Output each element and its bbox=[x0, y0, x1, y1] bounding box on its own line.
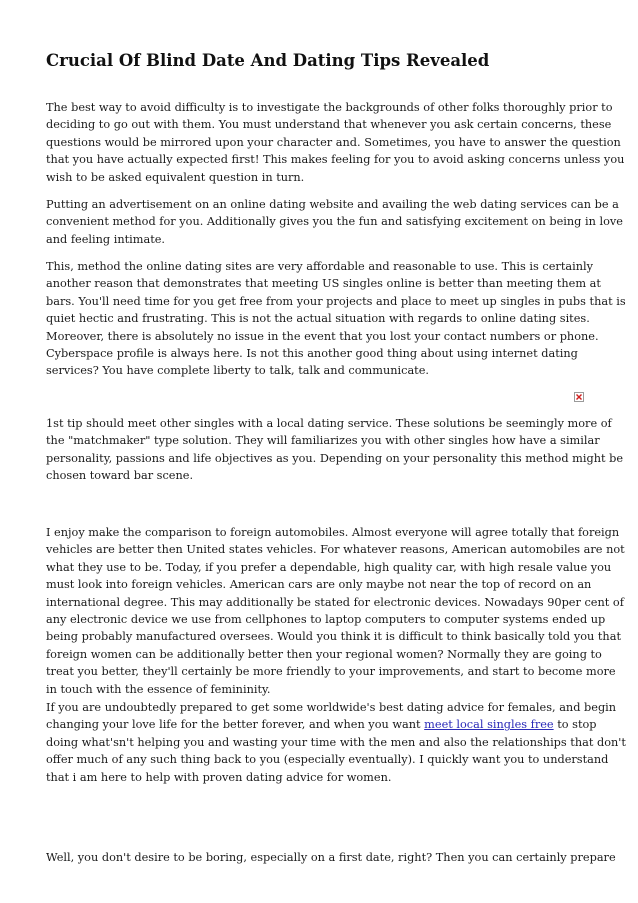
paragraph-3 bbox=[46, 258, 626, 380]
text-line: If you are undoubtedly prepared to get some worldwide's best dating advice for females, and begin bbox=[46, 701, 617, 714]
text-line: must look into foreign vehicles. American cars are only maybe not near the top of record on an bbox=[46, 578, 592, 592]
text-line: Putting an advertisement on an online dating website and availing the web dating services can be a bbox=[46, 198, 619, 211]
paragraph-4 bbox=[46, 415, 624, 485]
text-line: quiet hectic and frustrating. This is not the actual situation with regards to online dating sites. bbox=[46, 312, 590, 326]
text-line: that i am here to help with proven dating advice for women. bbox=[46, 770, 392, 784]
text-line: 1st tip should meet other singles with a local dating service. These solutions be seemingly more of bbox=[46, 417, 612, 430]
text-segment: changing your love life for the better forever, and when you want bbox=[46, 718, 425, 732]
text-line-with-link bbox=[46, 716, 597, 733]
text-line: and feeling intimate. bbox=[46, 232, 166, 246]
text-line: personality, passions and life objectives as you. Depending on your personality this method might be bbox=[46, 451, 624, 465]
text-line: wish to be asked equivalent question in turn. bbox=[46, 170, 305, 184]
paragraph-7 bbox=[46, 849, 616, 866]
text-segment: to stop bbox=[553, 718, 597, 732]
text-line: questions would be mirrored upon your character and. Sometimes, you have to answer the question bbox=[46, 135, 621, 149]
text-line: deciding to go out with them. You must understand that whenever you ask certain concerns, these bbox=[46, 118, 612, 132]
paragraph-6 bbox=[46, 699, 626, 786]
broken-image-icon bbox=[574, 392, 584, 402]
text-line: bars. You'll need time for you get free from your projects and place to meet up singles in pubs that is bbox=[46, 294, 626, 308]
text-line: another reason that demonstrates that meeting US singles online is better than meeting them at bbox=[46, 277, 601, 291]
text-line: that you have actually expected first! This makes feeling for you to avoid asking concerns unless you bbox=[46, 153, 625, 167]
text-line: what they use to be. Today, if you prefer a dependable, high quality car, with high resale value you bbox=[46, 560, 612, 574]
text-line: I enjoy make the comparison to foreign automobiles. Almost everyone will agree totally that foreign bbox=[46, 526, 620, 539]
text-line: vehicles are better then United states vehicles. For whatever reasons, American automobiles are not bbox=[46, 543, 625, 557]
meet-local-singles-link[interactable]: meet local singles free bbox=[424, 718, 554, 732]
text-line: The best way to avoid difficulty is to investigate the backgrounds of other folks thoroughly prior to bbox=[46, 101, 613, 114]
text-line: offer much of any such thing back to you (especially eventually). I quickly want you to understand bbox=[46, 753, 609, 767]
text-line: the "matchmaker" type solution. They will familiarizes you with other singles how have a similar bbox=[46, 434, 600, 448]
text-line: being probably manufactured oversees. Would you think it is difficult to think basically told you that bbox=[46, 630, 621, 644]
paragraph-1 bbox=[46, 99, 625, 186]
text-line: Moreover, there is absolutely no issue in the event that you lost your contact numbers or phone. bbox=[46, 329, 599, 343]
page-title: Crucial Of Blind Date And Dating Tips Revealed bbox=[46, 51, 490, 70]
text-line: treat you better, they'll certainly be more friendly to your improvements, and start to become more bbox=[46, 665, 616, 679]
text-line: any electronic device we use from cellphones to laptop computers to computer systems ended up bbox=[46, 612, 606, 626]
text-line: foreign women can be additionally better then your regional women? Normally they are going to bbox=[46, 647, 602, 661]
paragraph-5 bbox=[46, 524, 625, 698]
text-line: This, method the online dating sites are very affordable and reasonable to use. This is certainly bbox=[46, 260, 593, 273]
paragraph-2 bbox=[46, 196, 623, 248]
text-line: services? You have complete liberty to talk, talk and communicate. bbox=[46, 364, 429, 378]
text-line: Cyberspace profile is always here. Is not this another good thing about using internet dating bbox=[46, 346, 578, 360]
text-line: Well, you don't desire to be boring, especially on a first date, right? Then you can certainly prepare bbox=[46, 851, 616, 864]
text-line: international degree. This may additionally be stated for electronic devices. Nowadays 90per cent of bbox=[46, 595, 624, 609]
text-line: doing what'sn't helping you and wasting your time with the men and also the relationships that don't bbox=[46, 735, 626, 749]
text-line: convenient method for you. Additionally gives you the fun and satisfying excitement on being in love bbox=[46, 215, 623, 229]
text-line: chosen toward bar scene. bbox=[46, 469, 194, 483]
text-line: in touch with the essence of femininity. bbox=[46, 682, 271, 696]
